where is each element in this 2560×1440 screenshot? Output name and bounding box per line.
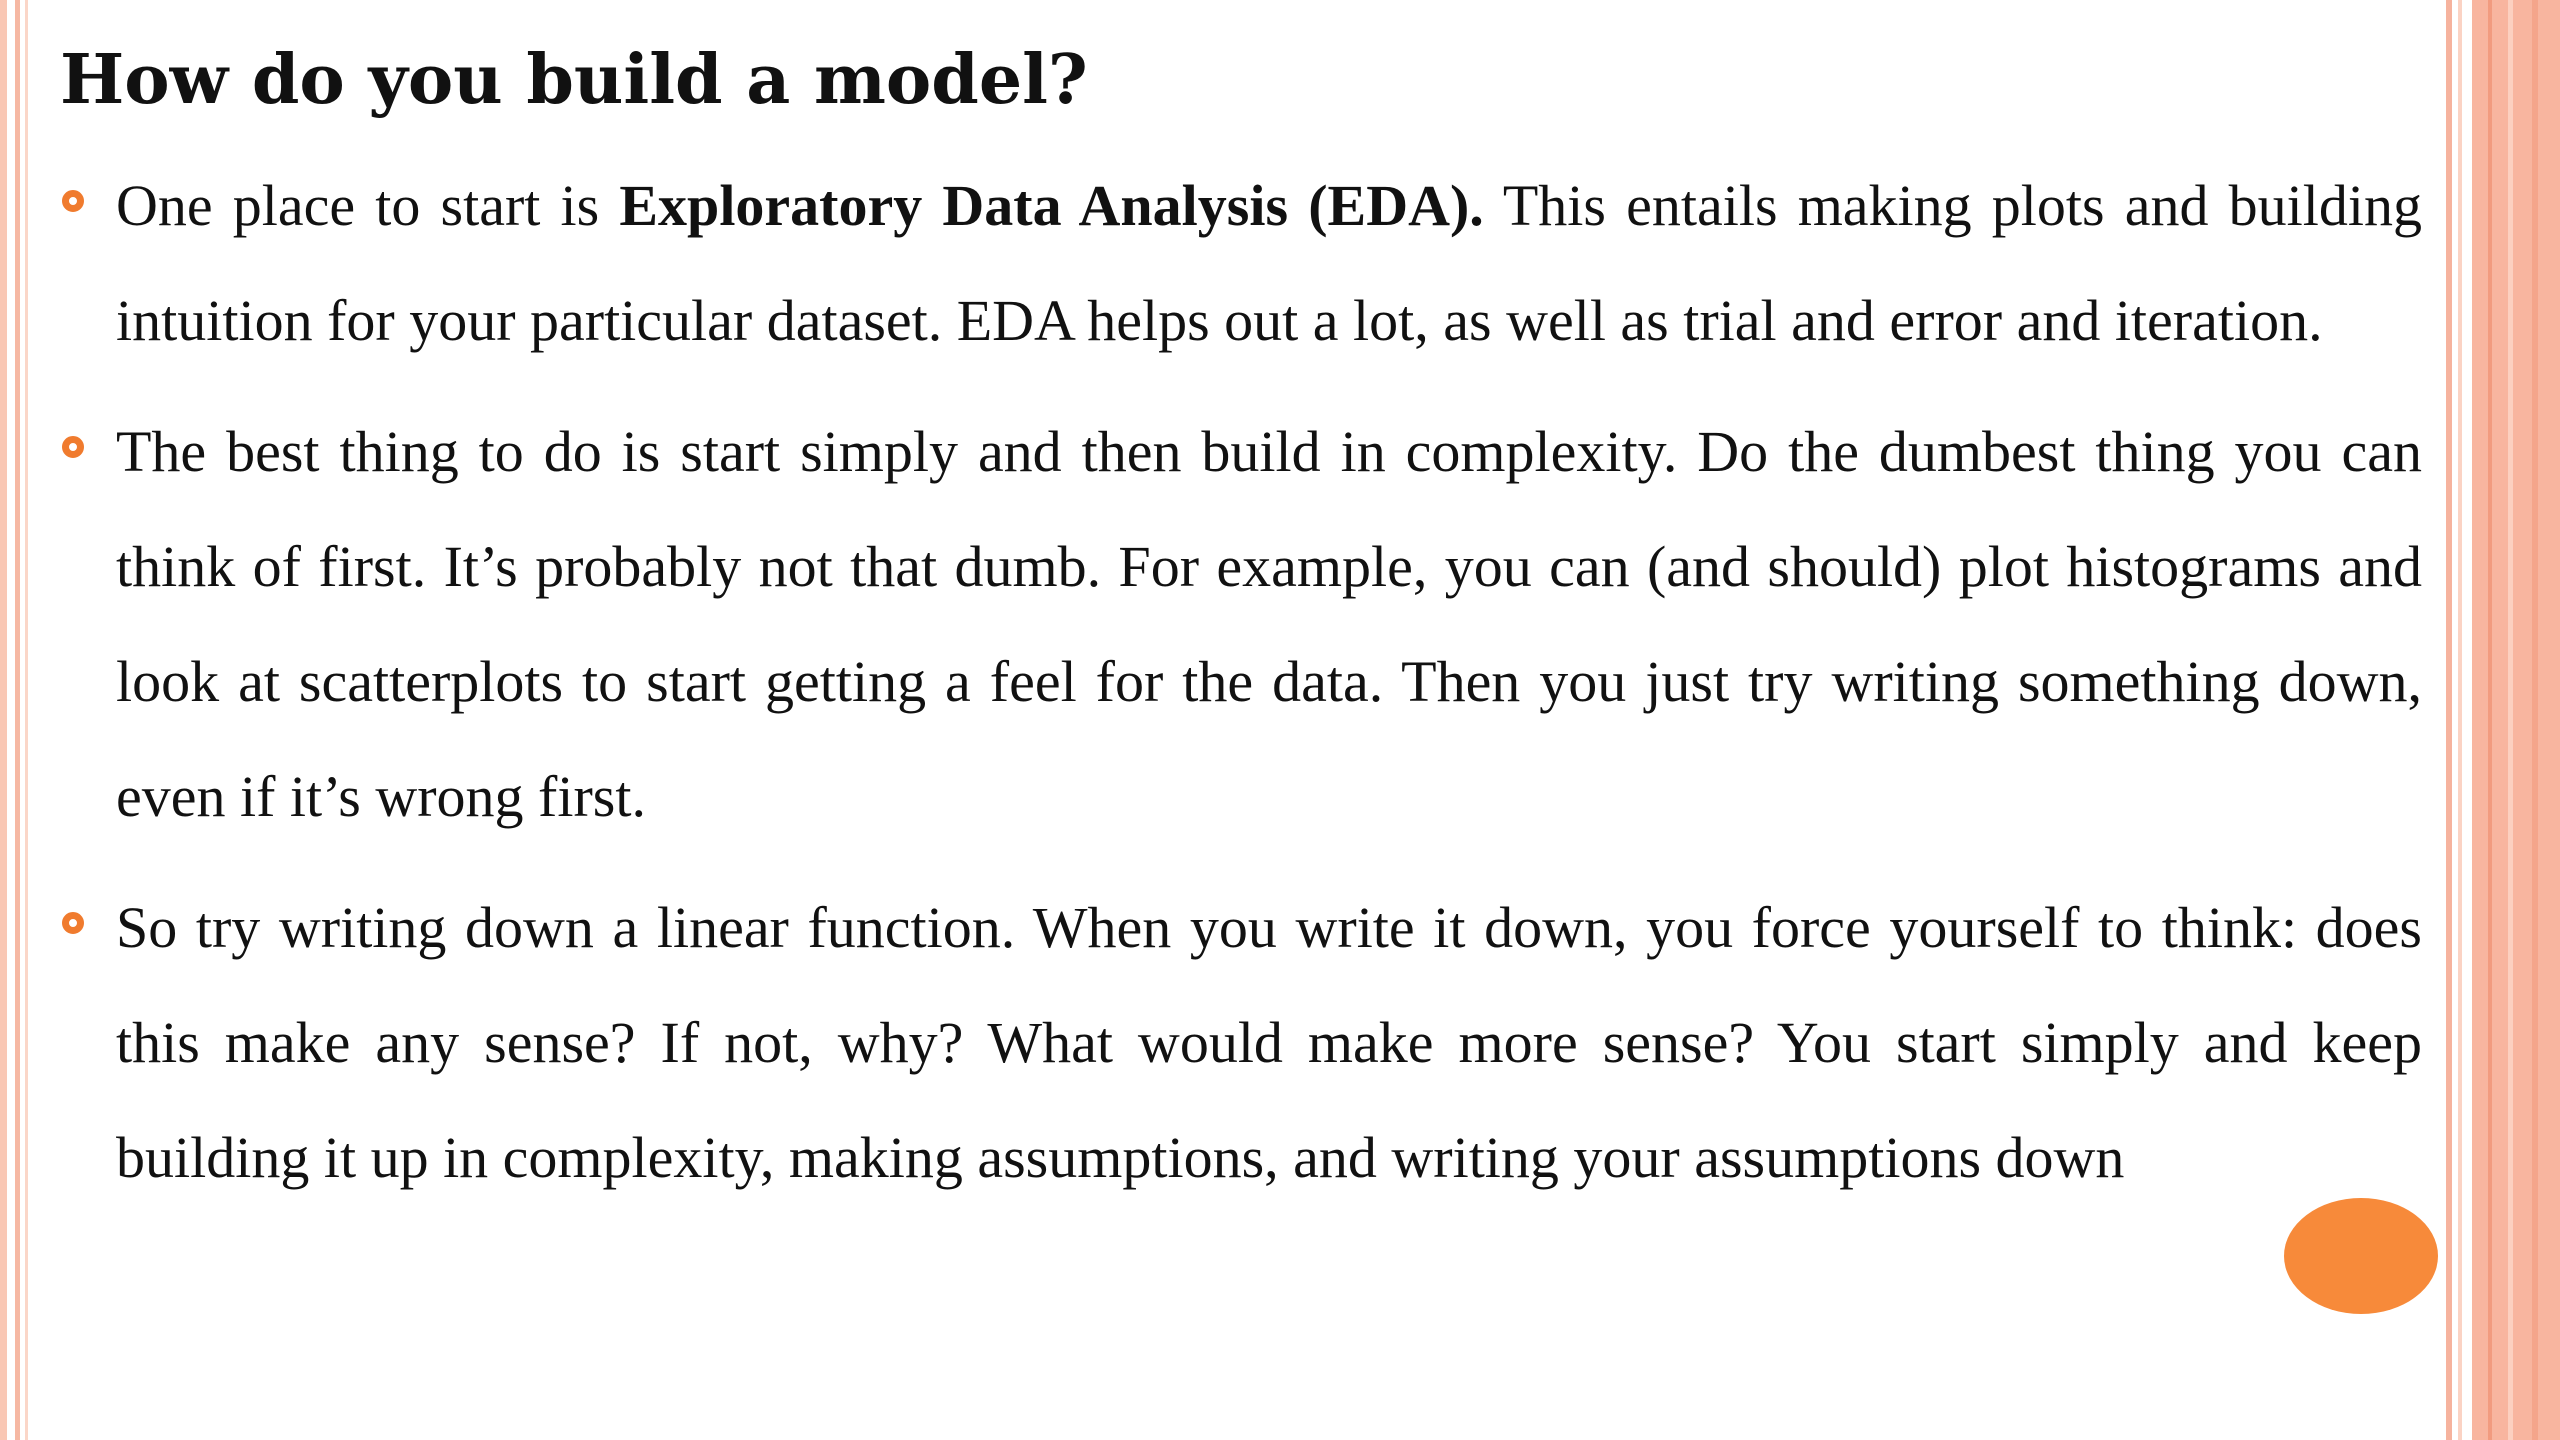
right-panel-stripe bbox=[2488, 0, 2492, 1440]
right-panel-stripe bbox=[2532, 0, 2538, 1440]
bullet-emphasis-eda: Exploratory Data Analysis (EDA). bbox=[619, 173, 1484, 238]
right-decorative-panel bbox=[2472, 0, 2560, 1440]
left-border-line bbox=[15, 0, 20, 1440]
annotation-highlight-mark bbox=[2284, 1198, 2438, 1314]
bullet-item-eda bbox=[60, 148, 2422, 378]
right-panel-stripe bbox=[2508, 0, 2513, 1440]
hollow-circle-bullet-icon bbox=[62, 190, 84, 212]
bullet-text: So try writing down a linear function. When you write it down, you force yourself to think: does this make any sense? If not, why? What would make more sense? You start simply and keep building it up in complexity, making assumptions, and writing your assumptions down bbox=[116, 895, 2422, 1190]
bullet-list bbox=[60, 148, 2422, 1215]
right-border-line bbox=[2458, 0, 2462, 1440]
left-border-line bbox=[0, 0, 7, 1440]
left-border-line bbox=[25, 0, 28, 1440]
bullet-text-intro: One place to start is bbox=[116, 173, 620, 238]
bullet-text: The best thing to do is start simply and then build in complexity. Do the dumbest thing you can think of first. It’s probably not that dumb. For example, you can (and should) plot histograms and look at scatterplots to start getting a feel for the data. Then you just try writing something down, even if it’s wrong first. bbox=[116, 419, 2422, 829]
bullet-item-start-simply bbox=[60, 394, 2422, 854]
hollow-circle-bullet-icon bbox=[62, 436, 84, 458]
slide-title: How do you build a model? bbox=[60, 40, 1088, 120]
bullet-item-linear-function bbox=[60, 870, 2422, 1215]
right-border-line bbox=[2446, 0, 2452, 1440]
hollow-circle-bullet-icon bbox=[62, 912, 84, 934]
bullet-text-continuation: This entails making plots and building intuition for your particular dataset. EDA helps out a lot, as well as trial and error and iteration. bbox=[116, 173, 2422, 353]
